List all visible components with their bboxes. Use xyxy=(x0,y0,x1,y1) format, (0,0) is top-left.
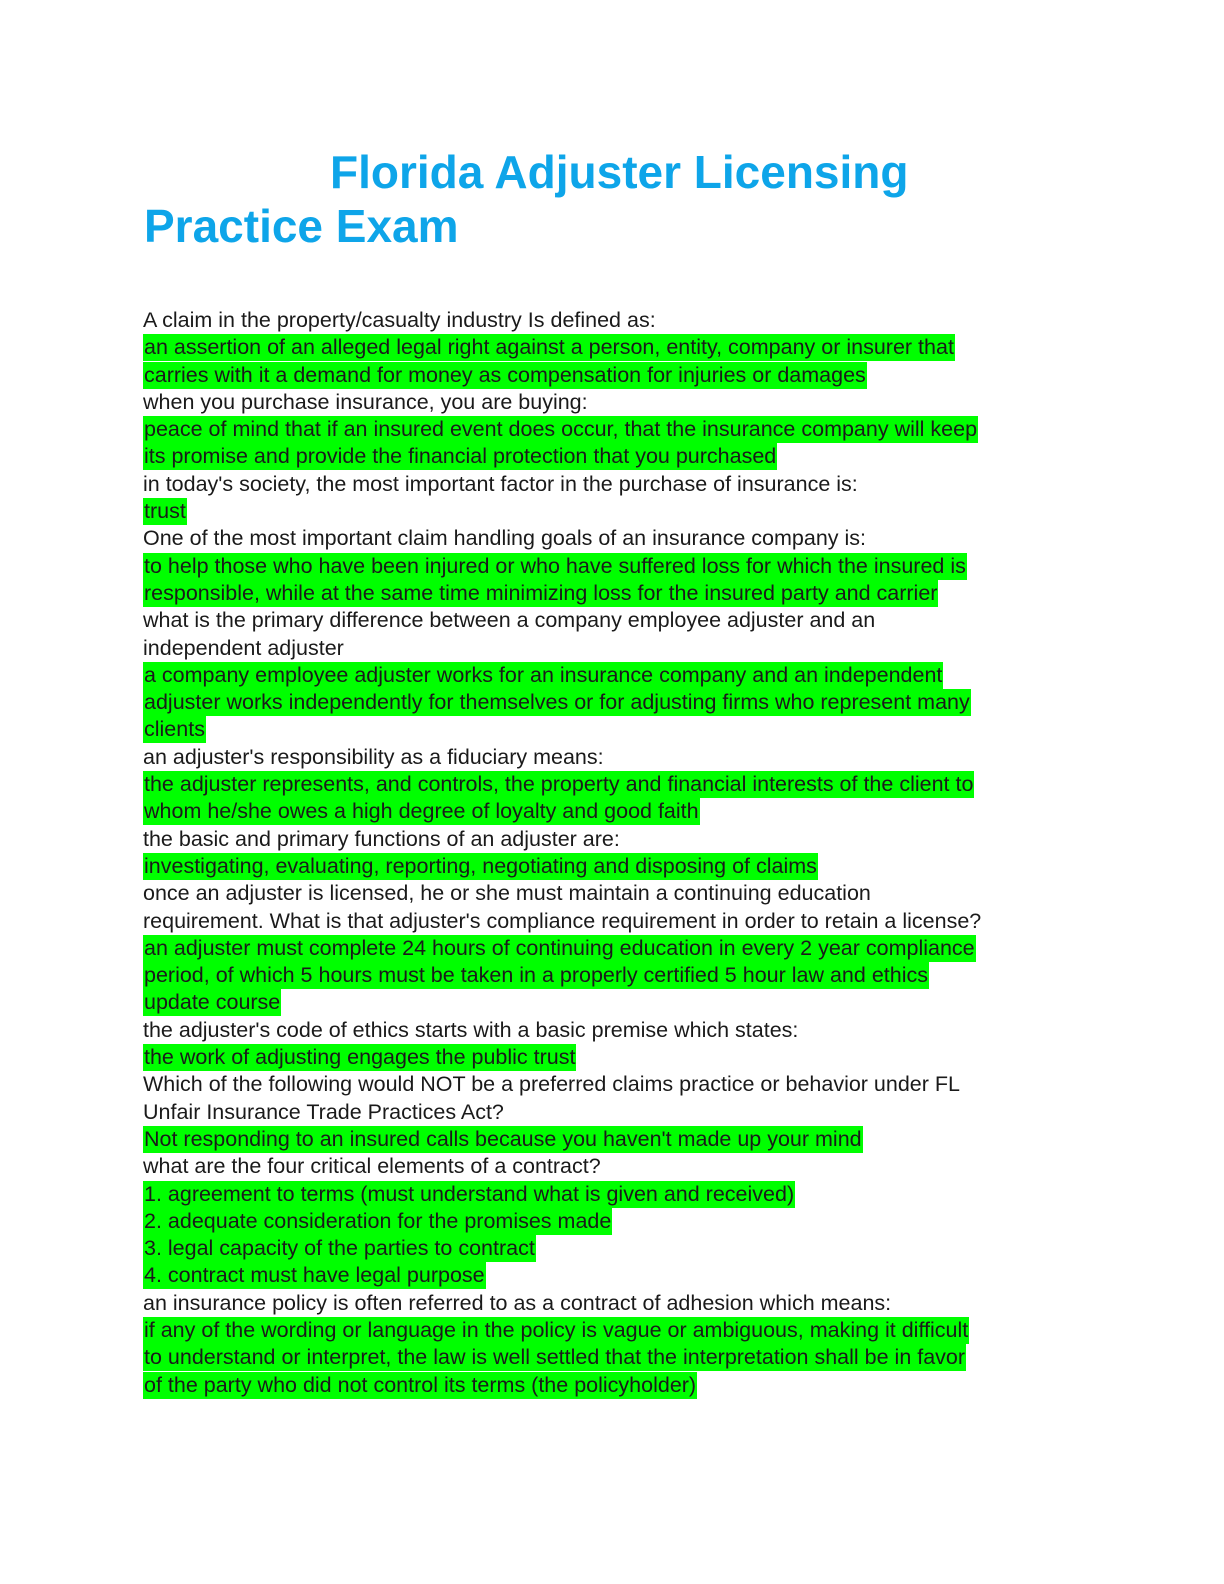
answer-line xyxy=(143,498,1078,525)
answer-line xyxy=(143,962,1078,989)
highlighted-answer-text: of the party who did not control its terms (the policyholder) xyxy=(144,1372,697,1397)
question-text: A claim in the property/casualty industry Is defined as: xyxy=(143,308,656,332)
question-text: independent adjuster xyxy=(143,635,344,660)
question-text: Which of the following would NOT be a preferred claims practice or behavior under FL xyxy=(143,1072,960,1097)
answer-line xyxy=(143,416,1078,443)
highlighted-answer-text: investigating, evaluating, reporting, negotiating and disposing of claims xyxy=(144,853,817,878)
title-line-1: Florida Adjuster Licensing xyxy=(330,146,909,198)
question-text: One of the most important claim handling goals of an insurance company is: xyxy=(143,526,867,551)
answer-line xyxy=(143,1235,1078,1262)
answer-line xyxy=(143,1344,1078,1371)
answer-line xyxy=(143,716,1078,743)
highlighted-answer-text: update course xyxy=(144,990,281,1015)
answer-line xyxy=(143,1126,1078,1153)
highlighted-answer-text: adjuster works independently for themselves or for adjusting firms who represent many xyxy=(144,690,970,715)
answer-line xyxy=(143,935,1078,962)
question-line xyxy=(143,1290,1078,1317)
answer-line xyxy=(143,1262,1078,1289)
highlighted-answer-text: whom he/she owes a high degree of loyalty and good faith xyxy=(144,799,699,824)
highlighted-answer-text: 3. legal capacity of the parties to contract xyxy=(144,1236,535,1261)
question-line xyxy=(143,908,1078,935)
answer-line xyxy=(143,1181,1078,1208)
answer-line xyxy=(143,334,1078,361)
question-text: when you purchase insurance, you are buying: xyxy=(143,389,588,414)
answer-line xyxy=(143,989,1078,1016)
question-text: the adjuster's code of ethics starts with a basic premise which states: xyxy=(143,1017,799,1042)
question-line xyxy=(143,744,1078,771)
question-line xyxy=(143,826,1078,853)
document-title xyxy=(144,145,1094,253)
question-line xyxy=(143,1099,1078,1126)
highlighted-answer-text: an adjuster must complete 24 hours of continuing education in every 2 year compliance xyxy=(144,935,975,960)
question-line xyxy=(143,880,1078,907)
highlighted-answer-text: responsible, while at the same time minimizing loss for the insured party and carrier xyxy=(144,580,938,605)
question-line xyxy=(143,607,1078,634)
question-text: in today's society, the most important factor in the purchase of insurance is: xyxy=(143,471,858,496)
question-line xyxy=(143,1017,1078,1044)
highlighted-answer-text: the adjuster represents, and controls, the property and financial interests of the client to xyxy=(144,772,974,797)
question-line xyxy=(143,389,1078,416)
highlighted-answer-text: the work of adjusting engages the public trust xyxy=(144,1045,576,1070)
answer-line xyxy=(143,1317,1078,1344)
answer-line xyxy=(143,853,1078,880)
highlighted-answer-text: 2. adequate consideration for the promises made xyxy=(144,1208,612,1233)
question-line xyxy=(143,471,1078,498)
question-text: Unfair Insurance Trade Practices Act? xyxy=(143,1099,504,1124)
answer-line xyxy=(143,798,1078,825)
answer-line xyxy=(143,1044,1078,1071)
question-text: what is the primary difference between a company employee adjuster and an xyxy=(143,608,876,633)
question-text: what are the four critical elements of a contract? xyxy=(143,1154,601,1179)
highlighted-answer-text: period, of which 5 hours must be taken in a properly certified 5 hour law and ethics xyxy=(144,963,928,988)
answer-line xyxy=(143,1372,1078,1399)
highlighted-answer-text: 4. contract must have legal purpose xyxy=(144,1263,485,1288)
question-text: once an adjuster is licensed, he or she must maintain a continuing education xyxy=(143,881,871,906)
highlighted-answer-text: clients xyxy=(144,717,205,742)
question-answer-list xyxy=(143,307,1078,1399)
highlighted-answer-text: trust xyxy=(144,499,186,524)
highlighted-answer-text: to help those who have been injured or who have suffered loss for which the insured is xyxy=(144,553,966,578)
answer-line xyxy=(143,689,1078,716)
question-line xyxy=(143,635,1078,662)
answer-line xyxy=(143,771,1078,798)
highlighted-answer-text: peace of mind that if an insured event does occur, that the insurance company will keep xyxy=(144,417,978,442)
answer-line xyxy=(143,662,1078,689)
title-line-2: Practice Exam xyxy=(144,200,459,252)
highlighted-answer-text: carries with it a demand for money as compensation for injuries or damages xyxy=(144,362,866,387)
question-text: an insurance policy is often referred to as a contract of adhesion which means: xyxy=(143,1290,892,1315)
question-text: an adjuster's responsibility as a fiduciary means: xyxy=(143,744,604,769)
question-line xyxy=(143,525,1078,552)
highlighted-answer-text: Not responding to an insured calls because you haven't made up your mind xyxy=(144,1126,862,1151)
highlighted-answer-text: to understand or interpret, the law is well settled that the interpretation shall be in favor xyxy=(144,1345,966,1370)
answer-line xyxy=(143,362,1078,389)
highlighted-answer-text: its promise and provide the financial protection that you purchased xyxy=(144,444,777,469)
answer-line xyxy=(143,580,1078,607)
answer-line xyxy=(143,1208,1078,1235)
highlighted-answer-text: an assertion of an alleged legal right against a person, entity, company or insurer that xyxy=(144,335,954,360)
question-text: requirement. What is that adjuster's compliance requirement in order to retain a license? xyxy=(143,908,982,933)
answer-line xyxy=(143,553,1078,580)
answer-line xyxy=(143,443,1078,470)
highlighted-answer-text: if any of the wording or language in the policy is vague or ambiguous, making it difficult xyxy=(144,1317,969,1342)
highlighted-answer-text: a company employee adjuster works for an insurance company and an independent xyxy=(144,662,943,687)
question-line xyxy=(143,1071,1078,1098)
question-line xyxy=(143,307,1078,334)
highlighted-answer-text: 1. agreement to terms (must understand what is given and received) xyxy=(144,1181,795,1206)
question-line xyxy=(143,1153,1078,1180)
question-text: the basic and primary functions of an adjuster are: xyxy=(143,826,620,851)
